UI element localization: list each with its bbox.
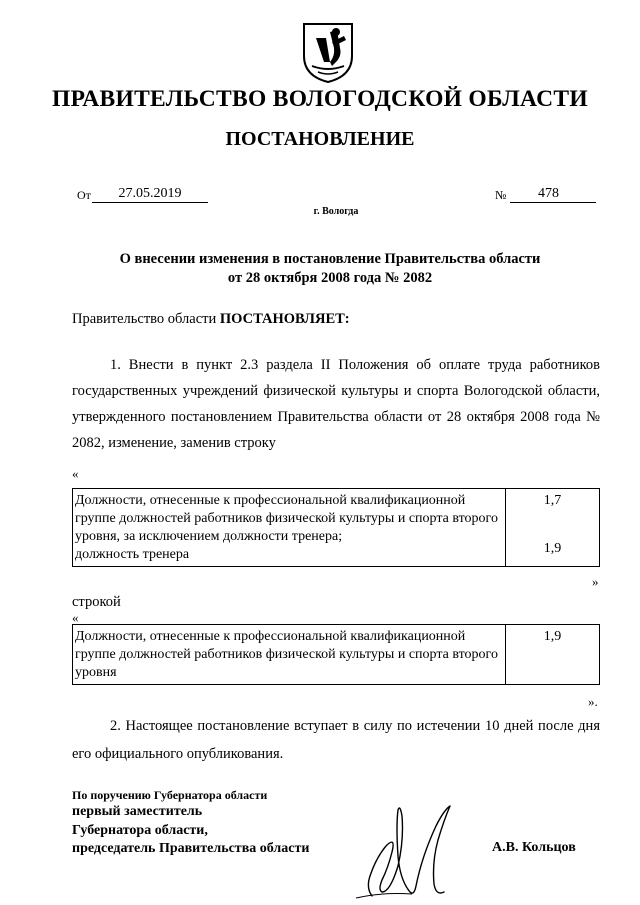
organization-title: ПРАВИТЕЛЬСТВО ВОЛОГОДСКОЙ ОБЛАСТИ <box>52 86 588 112</box>
replace-word: строкой <box>72 594 121 610</box>
number-value: 478 <box>510 185 596 203</box>
table-row <box>73 489 600 567</box>
old-row-text: Должности, отнесенные к профессиональной квалификационной группе должностей работников физической культуры и спорта второго уровня, за исключением должности тренера; <box>75 493 498 544</box>
coat-of-arms-emblem <box>302 22 354 84</box>
signatory-line-1: первый заместитель <box>72 804 203 819</box>
quote-close-1: » <box>592 574 599 589</box>
new-row-value: 1,9 <box>506 625 600 685</box>
signatory-name: А.В. Кольцов <box>492 840 576 855</box>
date-label: От <box>77 188 91 202</box>
city: г. Вологда <box>313 206 359 217</box>
new-row-table <box>72 624 600 685</box>
signature-note: По поручению Губернатора области <box>72 788 268 802</box>
old-row-value-2: 1,9 <box>543 541 562 556</box>
paragraph-1: 1. Внести в пункт 2.3 раздела II Положения об оплате труда работников государственных учреждений физической культуры и спорта Вологодской области, утвержденного постановлением Правительства области от 28 октября 2008 года № 2082, изменение, заменив строку <box>72 357 600 451</box>
document-type: ПОСТАНОВЛЕНИЕ <box>225 128 415 150</box>
subject-line-1: О внесении изменения в постановление Правительства области <box>119 251 541 267</box>
signatory-line-2: Губернатора области, <box>72 822 208 838</box>
table-cell-text <box>73 489 506 567</box>
old-row-table <box>72 488 600 567</box>
resolve-prefix: Правительство области <box>72 311 217 327</box>
document-subject <box>80 250 580 288</box>
signatory-line-3: председатель Правительства области <box>72 841 310 856</box>
paragraph-2: 2. Настоящее постановление вступает в силу по истечении 10 дней после дня его официального опубликования. <box>72 718 600 762</box>
date-value: 27.05.2019 <box>92 185 208 203</box>
new-row-text: Должности, отнесенные к профессиональной квалификационной группе должностей работников физической культуры и спорта второго уровня <box>73 625 506 685</box>
quote-open-1: « <box>72 466 79 481</box>
subject-line-2: от 28 октября 2008 года № 2082 <box>227 270 433 286</box>
handwritten-signature <box>352 796 470 900</box>
quote-close-2: ». <box>588 694 598 709</box>
old-row-value-1: 1,7 <box>543 493 562 508</box>
number-label: № <box>495 188 507 202</box>
resolve-line <box>72 309 350 329</box>
quote-open-2: « <box>72 610 79 625</box>
table-row <box>73 625 600 685</box>
signatory-title <box>72 803 309 859</box>
resolve-word: ПОСТАНОВЛЯЕТ: <box>219 311 350 327</box>
old-row-text-2: должность тренера <box>75 547 190 562</box>
table-cell-value <box>506 489 600 567</box>
